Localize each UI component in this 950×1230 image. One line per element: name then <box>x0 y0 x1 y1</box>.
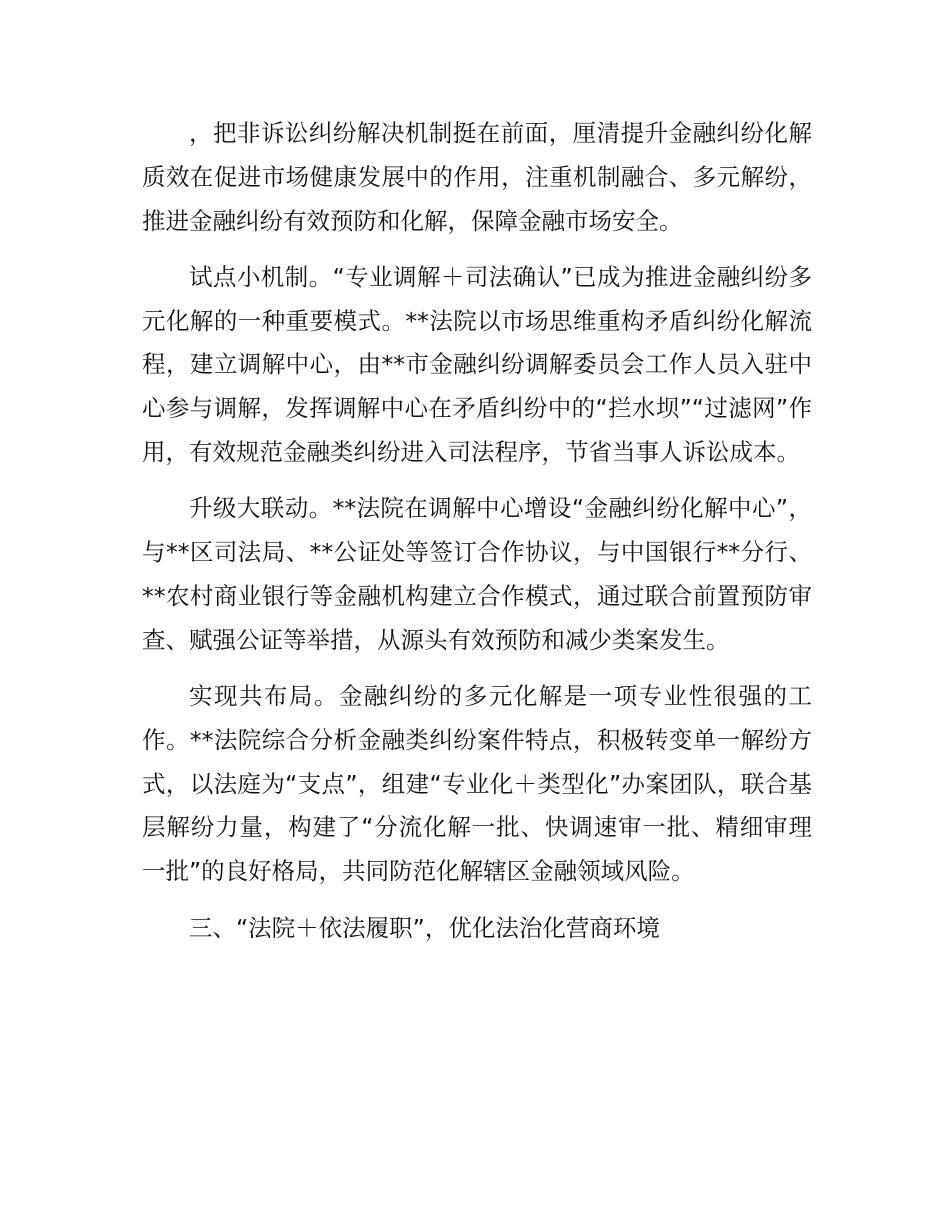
section-heading: 三、“法院＋依法履职”，优化法治化营商环境 <box>189 913 660 942</box>
paragraph-upgrade-linkage: 升级大联动。**法院在调解中心增设“金融纠纷化解中心”，与**区司法局、**公证处等签订合作协议，与中国银行**分行、**农村商业银行等金融机构建立合作模式，通过联合前置预防审查、赋强公证等举措，从源头有效预防和减少类案发生。 <box>142 494 812 654</box>
paragraph-pilot-mechanism: 试点小机制。“专业调解＋司法确认”已成为推进金融纠纷多元化解的一种重要模式。**法院以市场思维重构矛盾纠纷化解流程，建立调解中心，由**市金融纠纷调解委员会工作人员入驻中心参与调解，发挥调解中心在矛盾纠纷中的“拦水坝”“过滤网”作用，有效规范金融类纠纷进入司法程序，节省当事人诉讼成本。 <box>142 262 812 467</box>
paragraph-shared-layout: 实现共布局。金融纠纷的多元化解是一项专业性很强的工作。**法院综合分析金融类纠纷案件特点，积极转变单一解纷方式，以法庭为“支点”，组建“专业化＋类型化”办案团队，联合基层解纷力量，构建了“分流化解一批、快调速审一批、精细审理一批”的良好格局，共同防范化解辖区金融领域风险。 <box>142 682 812 886</box>
paragraph-mechanism-intro: ，把非诉讼纠纷解决机制挺在前面，厘清提升金融纠纷化解质效在促进市场健康发展中的作用，注重机制融合、多元解纷，推进金融纠纷有效预防和化解，保障金融市场安全。 <box>142 119 812 235</box>
document-page <box>142 112 812 950</box>
